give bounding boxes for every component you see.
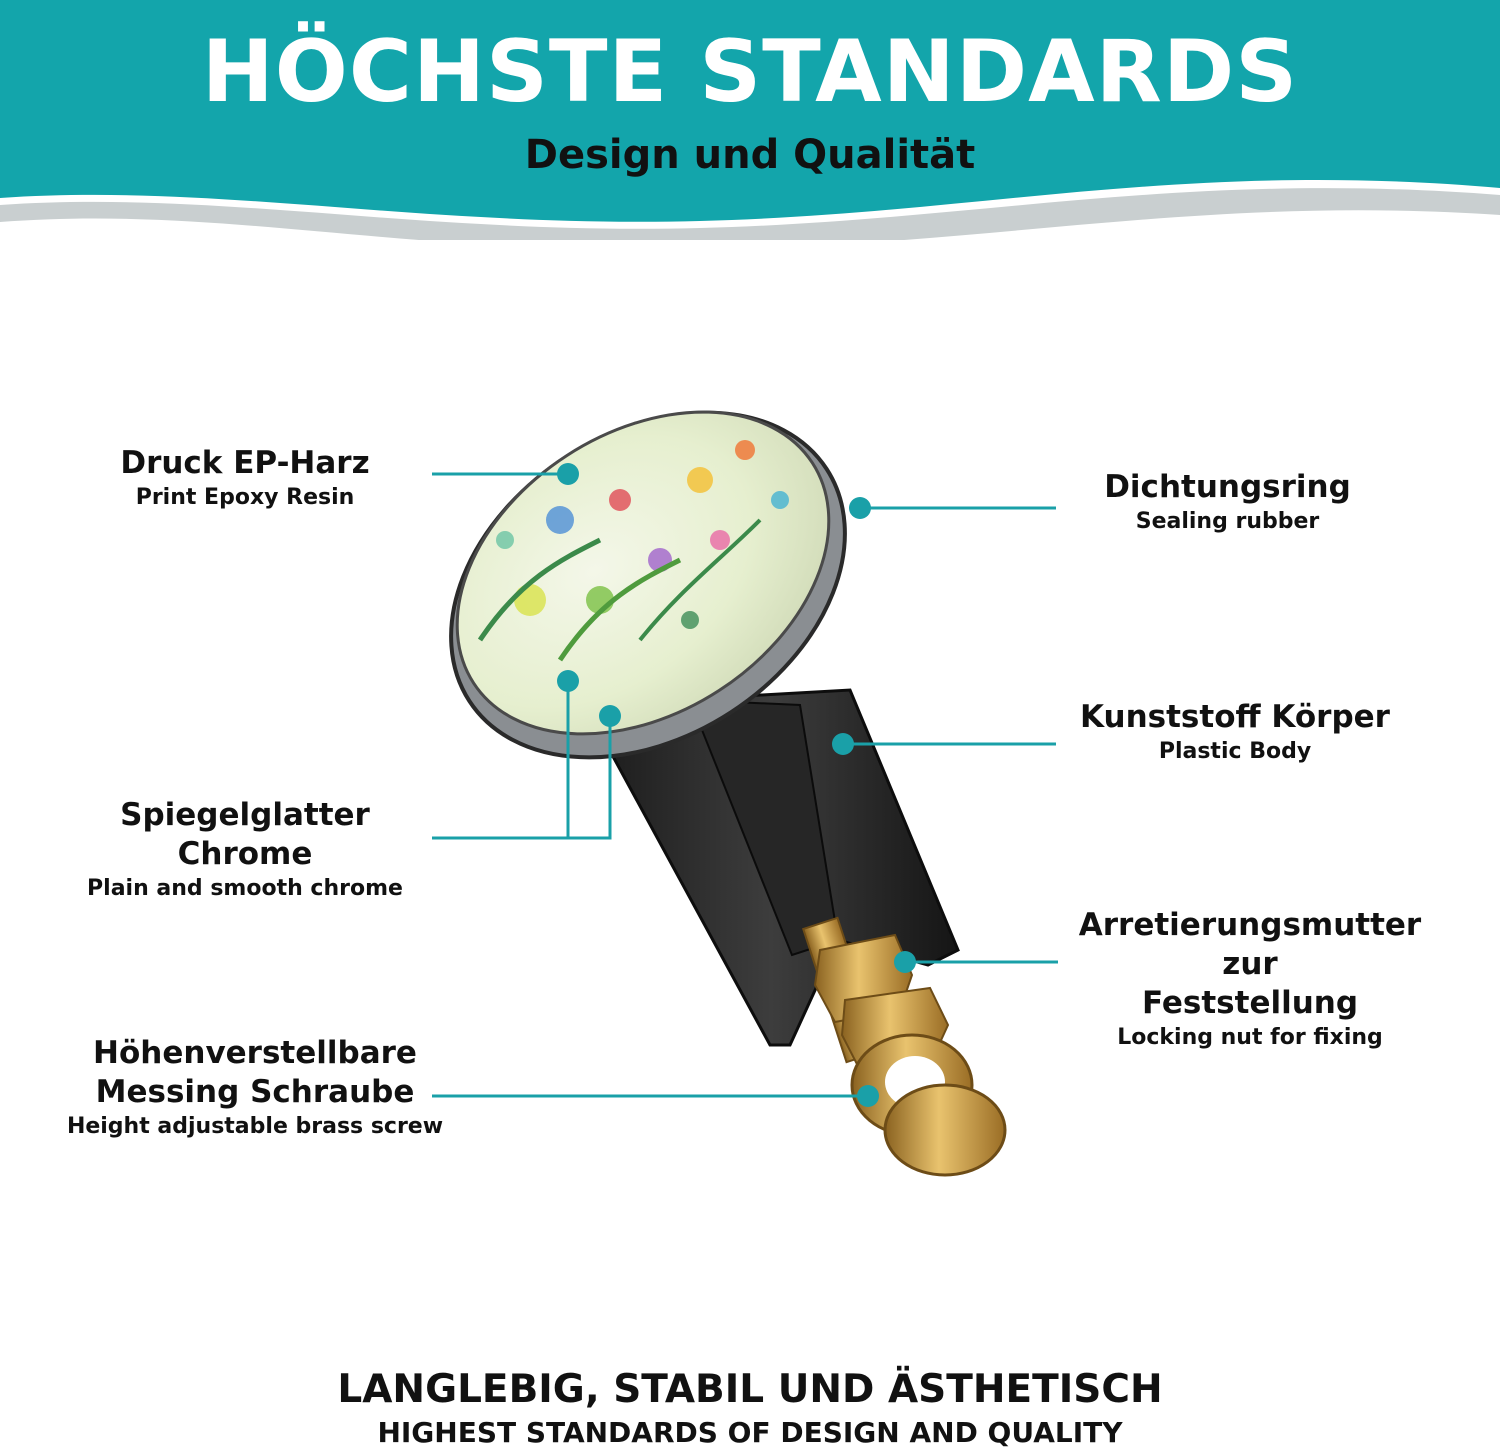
label-body-de: Kunststoff Körper (1080, 699, 1390, 735)
label-epoxy (95, 444, 395, 513)
label-body-en: Plastic Body (1158, 739, 1312, 764)
callout-dot-epoxy (557, 463, 579, 485)
label-nut-de-2: Feststellung (1141, 985, 1359, 1021)
label-sealing-de: Dichtungsring (1104, 469, 1351, 505)
label-epoxy-en: Print Epoxy Resin (135, 485, 355, 510)
label-sealing (1075, 468, 1380, 537)
callout-dot-sealing (849, 497, 871, 519)
label-screw-en: Height adjustable brass screw (66, 1114, 444, 1139)
label-nut-de-1: Arretierungsmutter zur (1078, 907, 1422, 982)
label-body (1075, 698, 1395, 767)
label-chrome-de: Spiegelglatter Chrome (120, 797, 370, 872)
label-screw (55, 1034, 455, 1142)
label-screw-de-1: Höhenverstellbare (93, 1035, 417, 1071)
callout-dot-body (832, 733, 854, 755)
footer-headline: LANGLEBIG, STABIL UND ÄSTHETISCH (337, 1367, 1163, 1412)
footer-subline: HIGHEST STANDARDS OF DESIGN AND QUALITY (377, 1416, 1123, 1449)
callout-dot-chrome (557, 670, 579, 692)
label-chrome (50, 796, 440, 904)
callout-dot-screw (857, 1085, 879, 1107)
callout-dot-nut (894, 951, 916, 973)
label-nut-en: Locking nut for fixing (1117, 1025, 1383, 1050)
callout-dot-chrome-2 (599, 705, 621, 727)
page-title: HÖCHSTE STANDARDS (201, 22, 1299, 122)
brass-base (885, 1085, 1005, 1175)
label-sealing-en: Sealing rubber (1135, 509, 1320, 534)
page-subtitle: Design und Qualität (524, 132, 976, 178)
label-nut (1060, 906, 1440, 1053)
label-screw-de-2: Messing Schraube (95, 1074, 415, 1110)
label-chrome-en: Plain and smooth chrome (87, 876, 403, 901)
label-epoxy-de: Druck EP-Harz (120, 445, 370, 481)
